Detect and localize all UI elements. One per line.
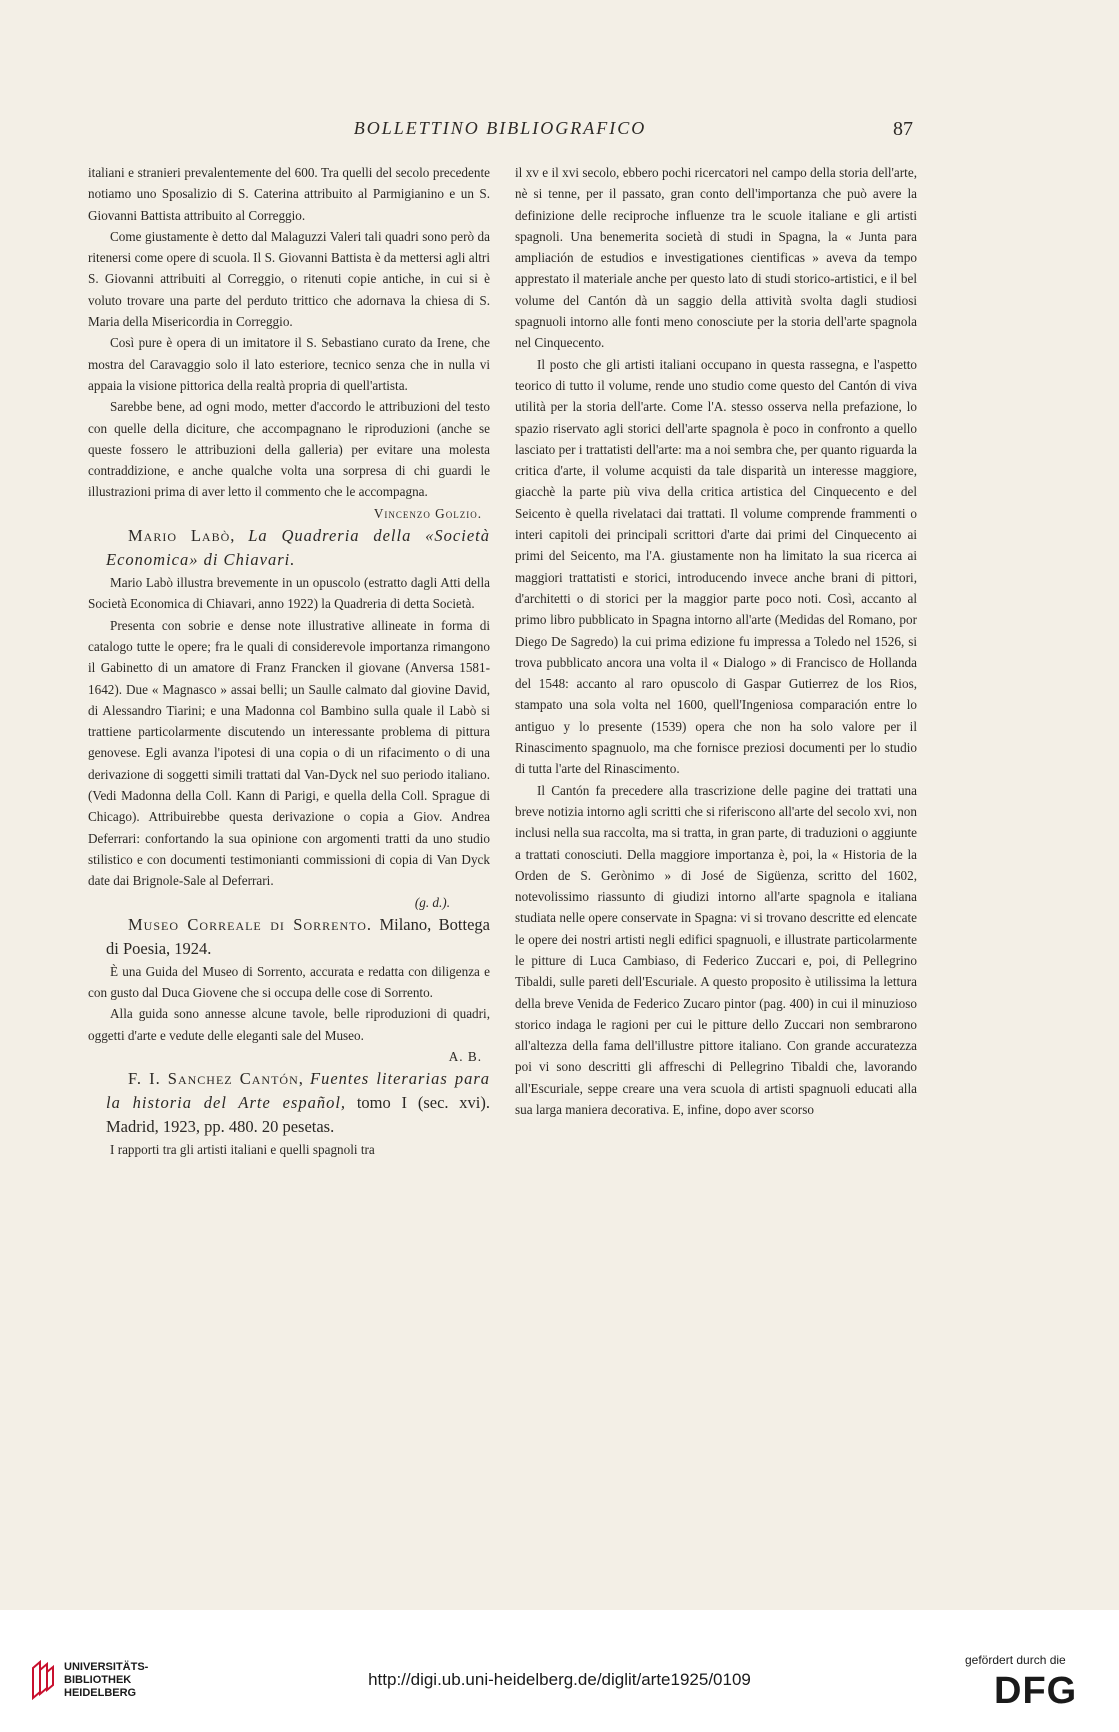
paragraph: italiani e stranieri prevalentemente del 600. Tra quelli del secolo precedente notiamo uno Sposalizio di S. Caterina attribuito al Parmigianino e un S. Giovanni Battista attribuito al Correggio. — [88, 165, 490, 223]
entry-title: La Quadreria della «Società Economica» di Chiavari. — [106, 526, 490, 570]
right-column — [515, 162, 917, 1120]
funding-caption: gefördert durch die — [965, 1653, 1066, 1667]
paragraph: Il posto che gli artisti italiani occupano in questa rassegna, e l'aspetto teorico di tutto il volume, rende uno studio come questo del Cantón di viva utilità per la storia dell'arte. Come l'A. stesso osserva nella prefazione, lo spazio riservato agli storici dell'arte spagnola è poco in confronto a quello lasciato per i trattatisti dell'arte: ma a noi sembra che, per quanto riguarda la critica d'arte, il volume acquisti da tale disparità un interesse maggiore, giacchè la parte più viva della critica artistica del Cinquecento e del Seicento è quella rivelataci dai trattati. Il volume comprende frammenti o interi capitoli dei principali scrittori d'arte dai primi del Cinquecento ai primi del Seicento, ma l'A. giustamente non ha limitato la sua ricerca ai maggiori trattatisti e storici, introducendo invece anche brani di pittori, d'architetti o di storici per la maggior parte poco noti. Così, accanto al primo libro pubblicato in Spagna intorno all'arte (Medidas del Romano, por Diego De Sagredo) la cui prima edizione fu impressa a Toledo nel 1526, si trova pubblicato ancora una volta il « Dialogo » di Francisco de Hollanda del 1548: accanto al raro opuscolo di Gaspar Gutierrez de los Rios, stampato una sola volta nel 1600, quell'Ingeniosa comparación entre lo antiguo y lo presente (1539) opera che non ha solo valore per il Rinascimento spagnuolo, ma che fornisce preziosi documenti per lo studio di tutta l'arte del Rinascimento. — [515, 356, 917, 777]
page-number: 87 — [893, 118, 913, 140]
bibliographic-entry — [88, 1067, 490, 1139]
paragraph: Mario Labò illustra brevemente in un opuscolo (estratto dagli Atti della Società Economica di Chiavari, anno 1922) la Quadreria di detta Società. — [88, 575, 490, 612]
running-head: BOLLETTINO BIBLIOGRAFICO — [353, 118, 647, 138]
paragraph: Sarebbe bene, ad ogni modo, metter d'accordo le attribuzioni del testo con quelle della diciture, che accompagnano le riproduzioni (anche se queste fossero le attribuzioni della galleria) per evitare una molesta contraddizione, e anche qualche volta una sorpresa di chi guardi le illustrazioni prima di aver letto il commento che le accompagna. — [88, 399, 490, 500]
entry-publication: Milano, Bottega di Poesia, 1924. — [106, 914, 491, 958]
entry-publication: tomo I (sec. xvi). Madrid, 1923, pp. 480. 20 pesetas. — [106, 1093, 491, 1137]
left-column — [88, 162, 490, 1161]
paragraph: Così pure è opera di un imitatore il S. Sebastiano curato da Irene, che mostra del Caravaggio solo il lato esteriore, tecnico senza che in nulla vi appaia la visione pittorica della realtà propria di quell'artista. — [88, 335, 490, 393]
entry-author: Museo Correale di Sorrento. — [128, 914, 373, 934]
paragraph: Come giustamente è detto dal Malaguzzi Valeri tali quadri sono però da ritenersi come opere di scuola. Il S. Giovanni Battista è da mettersi agli altri S. Giovanni attribuiti al Correggio, o ritenuti copie antiche, in cui si è voluto trovare una parte del perduto trittico che adornava la chiesa di S. Maria della Misericordia in Correggio. — [88, 228, 490, 330]
paragraph: il xv e il xvi secolo, ebbero pochi ricercatori nel campo della storia dell'arte, nè si tenne, per il passato, gran conto dell'importanza che può avere la definizione delle reciproche influenze tra le scuole italiane e gli artisti spagnoli. Una benemerita società di studi in Spagna, la « Junta para ampliación de estudios e investigationes cientificas » aveva da tempo apprestato il materiale anche per questo lato di studi storico-artistici, e il bel volume del Cantón dà un saggio della attività svolta dagli studiosi spagnuoli intorno alle fonti meno conosciute per la storia dell'arte spagnola nel Cinquecento. — [515, 165, 917, 351]
paragraph: I rapporti tra gli artisti italiani e quelli spagnoli tra — [110, 1142, 375, 1158]
permalink[interactable]: http://digi.ub.uni-heidelberg.de/diglit/arte1925/0109 — [368, 1670, 751, 1689]
signature: A. B. — [448, 1048, 482, 1064]
footer-bar — [0, 1610, 1119, 1732]
bibliographic-entry — [88, 913, 490, 961]
entry-title: Fuentes literarias para la historia del Arte español, — [106, 1069, 491, 1113]
entry-author: F. I. Sanchez Cantón, — [128, 1069, 304, 1089]
library-name: UNIVERSITÄTS- BIBLIOTHEK HEIDELBERG — [64, 1661, 149, 1699]
dfg-logo: DFG — [994, 1670, 1078, 1712]
bibliographic-entry — [88, 524, 490, 572]
paragraph: È una Guida del Museo di Sorrento, accurata e redatta con diligenza e con gusto dal Duca Giovene che si occupa delle cose di Sorrento. — [88, 963, 490, 1001]
entry-author: Mario Labò, — [128, 526, 236, 546]
paragraph: Alla guida sono annesse alcune tavole, belle riproduzioni di quadri, oggetti d'arte e vedute delle eleganti sale del Museo. — [88, 1006, 490, 1043]
paragraph: Il Cantón fa precedere alla trascrizione delle pagine dei trattati una breve notizia intorno agli scritti che si riferiscono all'arte del secolo xvi, non inclusi nella sua raccolta, ma si tratta, in gran parte, di traduzioni o aggiunte a trattati conosciuti. Della maggiore importanza è, poi, la « Historia de la Orden de S. Gerònimo » di José de Sigüenza, scritto del 1602, notevolissimo riassunto di giudizi intorno all'arte spagnola e italiana studiata nelle opere conservate in Spagna: vi si trovano descritte ed elencate le opere dei nostri artisti negli edifici spagnuoli, e illustrate particolarmente le pitture di Luca Cambiaso, di Federico Zuccari e, poi, di Pellegrino Tibaldi, sulle pareti dell'Escuriale. A questo proposito è utilissima la lettura della breve Venida de Federico Zucaro pintor (pag. 400) in cui il minuzioso storico indaga le ragioni per cui le pitture dello Zuccari non sembrarono all'altezza della fama dell'illustre pittore italiano. Con grande accuratezza poi vi sono descritti gli affreschi di Pellegrino Tibaldi che, lavorando all'Escuriale, seppe creare una vera scuola di artisti spagnuoli educati alla sua larga maniera decorativa. E, infine, dopo aver scorso — [515, 782, 917, 1118]
paragraph: Presenta con sobrie e dense note illustrative allineate in forma di catalogo tutte le opere; fra le quali di considerevole importanza rimangono il Gabinetto di un amatore di Franz Francken il giovane (Anversa 1581-1642). Due « Magnasco » assai belli; un Saulle calmato dal giovine David, di Alessandro Tiarini; e una Madonna col Bambino sulla quale il Labò si trattiene particolarmente discutendo un interessante problema di pittura genovese. Egli avanza l'ipotesi di una copia o di un rifacimento o di una derivazione di soggetti simili trattati dal Van-Dyck nel suo periodo italiano. (Vedi Madonna della Coll. Kann di Parigi, e quella della Coll. Sprague di Chicago). Attribuirebbe questa derivazione o copia a Giov. Andrea Deferrari: confortando la sua opinione con argomenti tratti da uno studio stilistico e con documenti testimonianti commissioni di copia di Van Dyck date dai Brignole-Sale al Deferrari. — [88, 617, 490, 889]
signature: Vincenzo Golzio. — [373, 505, 482, 521]
signature: (g. d.). — [414, 894, 450, 910]
